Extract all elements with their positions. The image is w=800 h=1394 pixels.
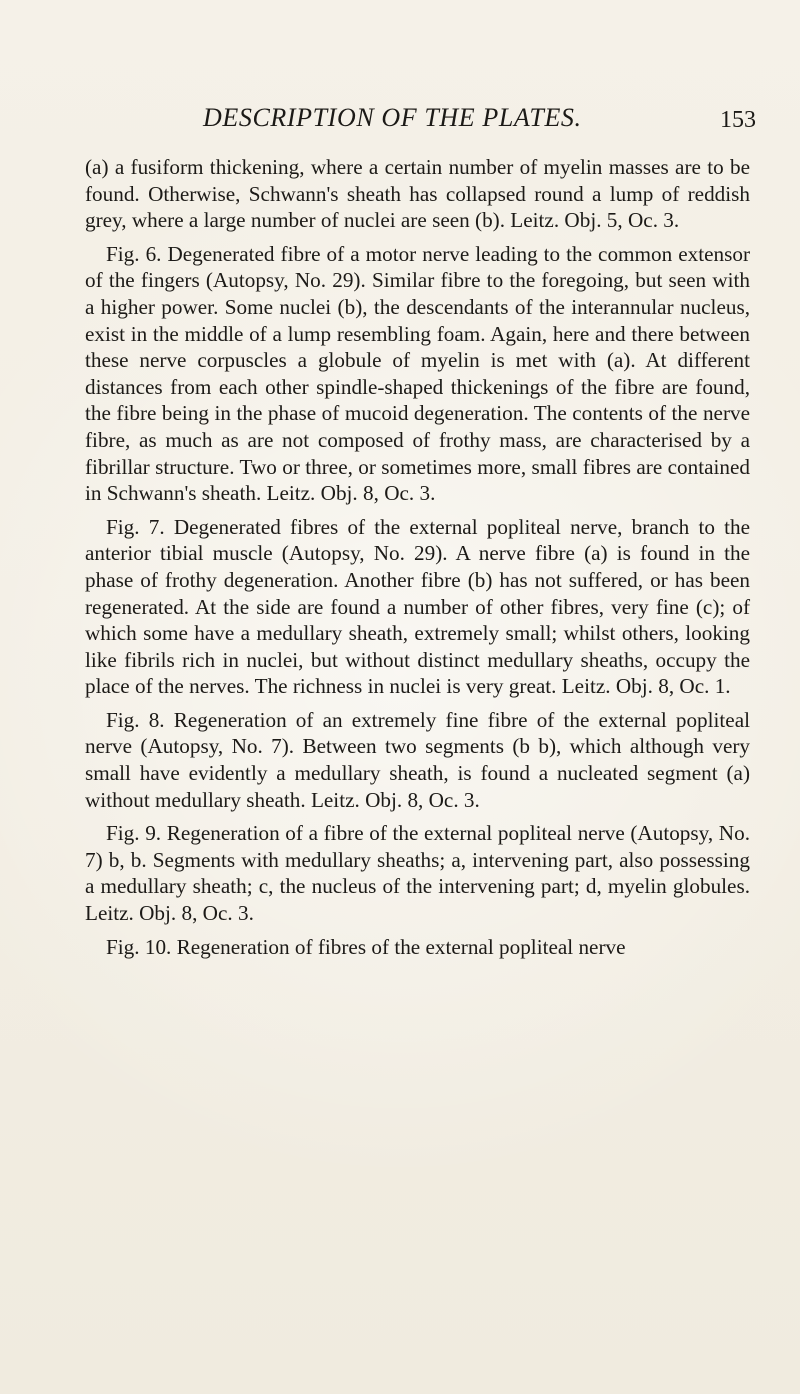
paragraph-fig-7: Fig. 7. Degenerated fibres of the external popliteal nerve, branch to the anterior tibial muscle (Autopsy, No. 29). A nerve fibre (a) is found in the phase of frothy degeneration. Another fibre (b) has not suffered, or has been regenerated. At the side are found a number of other fibres, very fine (c); of which some have a medullary sheath, extremely small; whilst others, looking like fibrils rich in nuclei, but without distinct medullary sheaths, occupy the place of the nerves. The richness in nuclei is very great. Leitz. Obj. 8, Oc. 1.: [85, 514, 750, 699]
paragraph-fig-9: Fig. 9. Regeneration of a fibre of the external popliteal nerve (Autopsy, No. 7) b, b. Segments with medullary sheaths; a, intervening part, also possessing a medullary sheath; c, the nucleus of the intervening part; d, myelin globules. Leitz. Obj. 8, Oc. 3.: [85, 821, 750, 926]
page-number: 153: [720, 107, 756, 133]
body-text: [85, 154, 750, 960]
paragraph-continuation: (a) a fusiform thickening, where a certain number of myelin masses are to be found. Otherwise, Schwann's sheath has collapsed round a lump of reddish grey, where a large number of nuclei are seen (b). Leitz. Obj. 5, Oc. 3.: [85, 155, 750, 233]
page-header: [0, 103, 800, 143]
running-title: DESCRIPTION OF THE PLATES.: [203, 103, 582, 132]
paragraph-fig-10: Fig. 10. Regeneration of fibres of the external popliteal nerve: [106, 934, 626, 959]
paragraph-fig-8: Fig. 8. Regeneration of an extremely fine fibre of the external popliteal nerve (Autopsy, No. 7). Between two segments (b b), which although very small have evidently a medullary sheath, is found a nucleated segment (a) without medullary sheath. Leitz. Obj. 8, Oc. 3.: [85, 707, 750, 812]
paragraph-fig-6: Fig. 6. Degenerated fibre of a motor nerve leading to the common extensor of the fingers (Autopsy, No. 29). Similar fibre to the foregoing, but seen with a higher power. Some nuclei (b), the descendants of the interannular nucleus, exist in the middle of a lump resembling foam. Again, here and there between these nerve corpuscles a globule of myelin is met with (a). At different distances from each other spindle-shaped thickenings of the fibre are found, the fibre being in the phase of mucoid degeneration. The contents of the nerve fibre, as much as are not composed of frothy mass, are characterised by a fibrillar structure. Two or three, or sometimes more, small fibres are contained in Schwann's sheath. Leitz. Obj. 8, Oc. 3.: [85, 241, 750, 506]
